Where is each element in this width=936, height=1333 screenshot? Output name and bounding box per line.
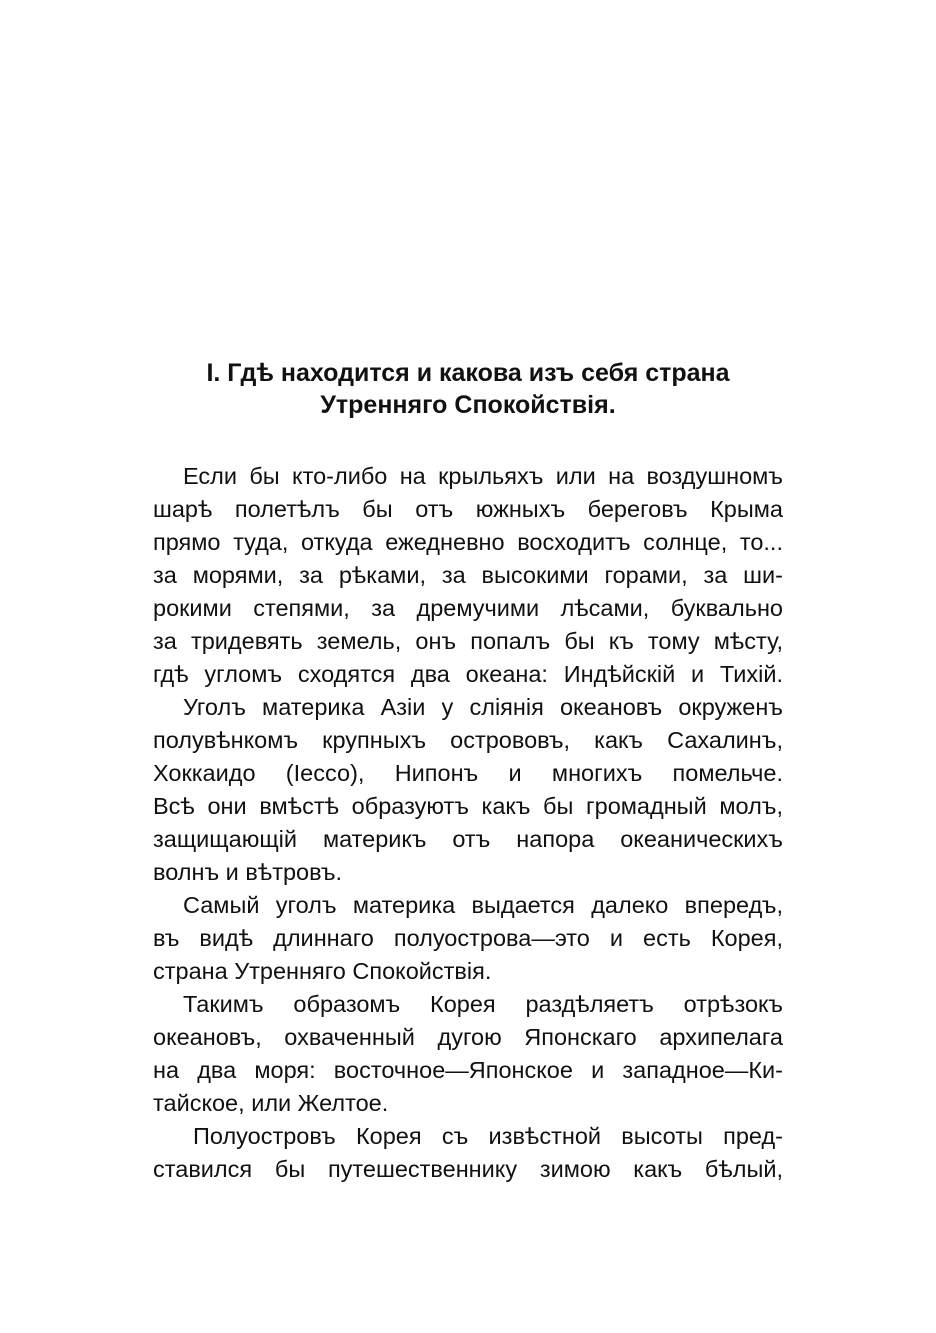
text-line: защищающій материкъ отъ напора океаническихъ [153, 826, 783, 852]
text-line: Всѣ они вмѣстѣ образуютъ какъ бы громадный молъ, [153, 793, 783, 819]
text-line: океановъ, охваченный дугою Японскаго архипелага [153, 1024, 783, 1050]
text-line: гдѣ угломъ сходятся два океана: Индѣйскій и Тихій. [153, 661, 783, 687]
paragraph-4 [153, 988, 783, 1120]
text-line: Самый уголъ материка выдается далеко впередъ, [183, 892, 783, 918]
text-line: Полуостровъ Корея съ извѣстной высоты пред- [193, 1123, 783, 1149]
text-line: шарѣ полетѣлъ бы отъ южныхъ береговъ Крыма [153, 496, 783, 522]
paragraph-2 [153, 691, 783, 889]
text-line: Если бы кто-либо на крыльяхъ или на воздушномъ [183, 463, 783, 489]
text-line: за морями, за рѣками, за высокими горами, за ши- [153, 562, 783, 588]
text-line: Уголъ материка Азіи у слiянiя океановъ окруженъ [183, 694, 783, 720]
text-line: рокими степями, за дремучими лѣсами, буквально [153, 595, 783, 621]
chapter-heading-line-1: I. Гдѣ находится и какова изъ себя страна [206, 359, 730, 387]
text-line: Такимъ образомъ Корея раздѣляетъ отрѣзокъ [183, 991, 783, 1017]
text-line: страна Утренняго Спокойствія. [153, 958, 492, 984]
chapter-heading-line-2: Утренняго Спокойствія. [320, 391, 616, 419]
text-line: прямо туда, откуда ежедневно восходитъ солнце, то... [153, 529, 783, 555]
paragraph-3 [153, 889, 783, 988]
body-text [153, 460, 783, 1186]
text-line: тайское, или Желтое. [153, 1090, 389, 1116]
paragraph-1 [153, 460, 783, 691]
text-line: за тридевять земель, онъ попалъ бы къ тому мѣсту, [153, 628, 783, 654]
text-line: полувѣнкомъ крупныхъ острововъ, какъ Сахалинъ, [153, 727, 783, 753]
text-line: Хоккаидо (Iессо), Нипонъ и многихъ помельче. [153, 760, 783, 786]
text-line: волнъ и вѣтровъ. [153, 859, 343, 885]
text-line: въ видѣ длиннаго полуострова—это и есть Корея, [153, 925, 783, 951]
text-line: на два моря: восточное—Японское и западное—Ки- [153, 1057, 783, 1083]
text-line: ставился бы путешественнику зимою какъ бѣлый, [153, 1156, 783, 1182]
chapter-heading [150, 357, 786, 421]
paragraph-5 [153, 1120, 783, 1186]
